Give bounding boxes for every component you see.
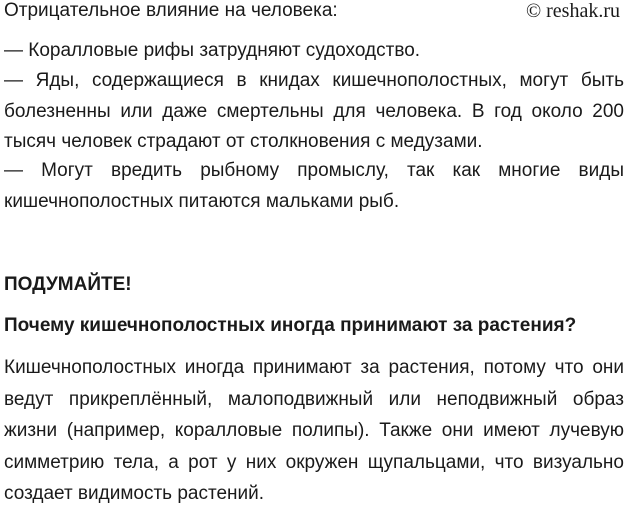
section-heading: Отрицательное влияние на человека: — [4, 0, 338, 21]
list-item: — Яды, содержащиеся в книдах кишечнополостных, могут быть болезненны или даже смертельны для человека. В год около 200 тысяч человек страдают от столкновения с медузами. — [4, 70, 624, 152]
answer-paragraph: Кишечнополостных иногда принимают за растения, потому что они ведут прикреплённый, малоподвижный или неподвижный образ жизни (например, коралловые полипы). Также они имеют лучевую симметрию тела, а рот у них окружен щупальцами, что визуально создает видимость растений. — [4, 357, 624, 504]
watermark: © reshak.ru — [525, 0, 620, 22]
think-title: ПОДУМАЙТЕ! — [4, 274, 132, 295]
list-item: — Могут вредить рыбному промыслу, так как многие виды кишечнополостных питаются мальками рыб. — [4, 160, 624, 212]
question-heading: Почему кишечнополостных иногда принимают за растения? — [4, 315, 577, 336]
list-item: — Коралловые рифы затрудняют судоходство. — [4, 40, 421, 61]
